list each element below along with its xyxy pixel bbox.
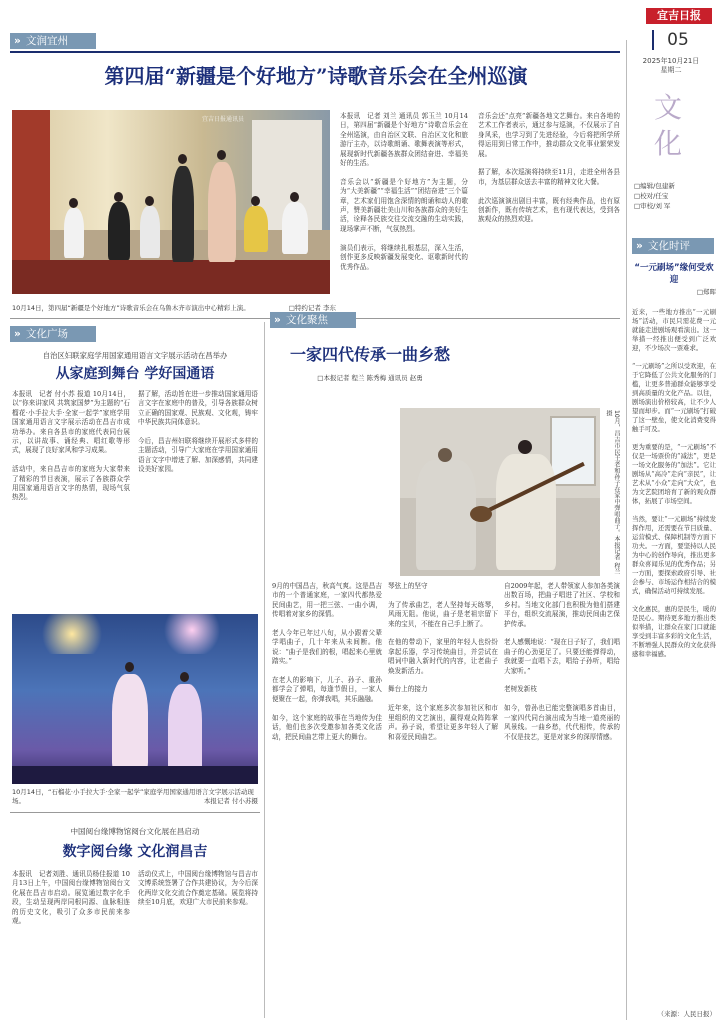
performer-head — [251, 196, 260, 206]
section-tag-culture-focus: » 文化聚焦 — [270, 312, 356, 328]
left-article-2-col2: 活动仪式上，中国阅台缘博物馆与昌吉市文博系统签署了合作共建协议，为今后深化两岸文化交流合作奠定基础。展览将持续至10月底，欢迎广大市民前来参观。 — [138, 870, 258, 907]
stage-lights — [12, 614, 258, 654]
side-article-source: （来源：人民日报） — [657, 1010, 716, 1018]
sanxian-body — [470, 506, 492, 522]
stage-floor — [12, 260, 330, 294]
performer — [108, 202, 130, 260]
feature-col3: 自2009年起，老人带领家人参加各类演出数百场，把曲子唱进了社区、学校和乡村。当地文化部门也积极为他们搭建平台，组织交流展演，推动民间曲艺保护传承。 老人感慨地说：“现在日子好了，我们唱曲子的心劲更足了。只要还能弹得动，我就要一直唱下去，唱给子孙听，唱给大家听。” 老树发新枝 如今，曾孙也已能完整演唱多首曲目，一家四代同台演出成为当地一道亮丽的风景线。一曲乡愁，代代相传，传承的不仅是技艺，更是对家乡的深厚情感。 — [504, 582, 620, 741]
section-tag-wenrun: » 文润宜州 — [10, 33, 96, 49]
feature-headline: 一家四代传承一曲乡愁 — [289, 345, 450, 364]
performer — [140, 206, 160, 258]
side-byline: □郑晖 — [696, 288, 716, 296]
side-divider — [626, 40, 627, 1020]
performer — [64, 208, 84, 258]
lead-headline: 第四届“新疆是个好地方”诗歌音乐会在全州巡演 — [104, 64, 528, 88]
child-performer-head — [125, 662, 134, 672]
performer-head — [217, 150, 226, 160]
lead-article-col2: 音乐会还“点亮”新疆各地文艺舞台。来自各地的艺术工作者表示，通过参与巡演，不仅展示了自身风采，也学习到了先进经验，今后将把所学所得运用到日常工作中，推动群众文化事业繁荣发展。 据了解，本次巡演将持续至11月，走进全州各县市，为基层群众送去丰富的精神文化大餐。 此次巡演演出剧目丰富，既有经典作品，也有原创新作，既有传统艺术，也有现代表达，受到各族观众的热烈欢迎。 — [478, 112, 620, 224]
side-staff-1: □编辑/包建新 — [634, 182, 675, 190]
performer — [244, 206, 268, 252]
side-headline: “一元刷场”缘何受欢迎 — [634, 263, 714, 285]
adult-performer — [168, 684, 202, 774]
elder-musician-head — [438, 448, 452, 462]
feature-col2: 琴弦上的坚守 为了传承曲艺，老人坚持每天练琴，风雨无阻。他说，曲子是老祖宗留下来的宝贝，不能在自己手上断了。 在他的带动下，家里的年轻人也纷纷拿起乐器，学习传统曲目，并尝试在唱词中融入新时代的内容，让老曲子焕发新活力。 舞台上的接力 近年来，这个家庭多次参加社区和市里组织的文艺演出，赢得观众阵阵掌声。孙子说，希望让更多年轻人了解和喜爱民间曲艺。 — [388, 582, 498, 741]
feature-photo — [400, 408, 600, 576]
left-article-1-kicker: 自治区妇联家庭学用国家通用语言文字展示活动在昌举办 — [42, 351, 228, 360]
child-performer — [112, 674, 148, 770]
side-staff-2: □校对/任宝 — [634, 192, 669, 200]
young-musician — [496, 454, 556, 570]
section-tag-culture-square: » 文化广场 — [10, 326, 96, 342]
lead-photo-credit: □特约记者 李东 — [288, 304, 336, 312]
page-number: 05 — [652, 30, 702, 50]
lead-article-col1: 本报讯 记者 刘兰 通讯员 郭玉兰 10月14日，第四届“新疆是个好地方”诗歌音乐会在全州巡演，由自治区文联、自治区文化和旅游厅主办，以诗歌朗诵、歌舞表演等形式，展现新时代新疆各族群众团结奋进、幸福美好的生活。 音乐会以“新疆是个好地方”为主题，分为“大美新疆”“幸福生活”“团结奋进”三个篇章，艺术家们用饱含深情的朗诵和动人的歌声，赞美新疆壮美山川和各族群众的美好生活，诠释各民族交往交流交融的生动实践，现场掌声不断，气氛热烈。 演员们表示，将继续扎根基层，深入生活，创作更多反映新疆发展变化、讴歌新时代的优秀作品。 — [340, 112, 468, 271]
performer — [172, 166, 194, 262]
left-photo-2-caption: 10月14日，“石榴花·小手拉大手·全家一起学”家庭学用国家通用语言文字展示活动现场。 — [12, 788, 254, 805]
performer — [208, 162, 236, 262]
performer-head — [145, 196, 154, 206]
elder-musician — [416, 460, 476, 570]
performer — [282, 202, 308, 254]
left-article-2-headline: 数字阅台缘 文化润昌吉 — [62, 844, 208, 860]
performer-head — [178, 154, 187, 164]
feature-byline: □本报记者 程兰 陈秀梅 通讯员 赵勇 — [317, 374, 423, 382]
feature-photo-caption: 10月，昌吉市民王老和孙子在家中弹唱曲子。本报记者 程兰摄 — [605, 410, 620, 575]
left-photo-2-credit: 本报记者 付小苏摄 — [203, 797, 258, 805]
lead-photo-caption: 10月14日，第四届“新疆是个好地方”诗歌音乐会在乌鲁木齐市演出中心精彩上演。 — [12, 304, 250, 312]
left-article-2-col1: 本报讯 记者刘胜、通讯员杨佳报道 10月13日上午，中国阅台缘博物馆阅台文化展在昌吉市启动。展览通过数字化手段，生动呈现两岸同根同源、血脉相连的历史文化，吸引了众多市民前来参观。 — [12, 870, 130, 926]
side-staff-3: □审校/刘 军 — [634, 202, 671, 210]
left-article-2-rule — [10, 812, 260, 813]
feature-col1: 9月的中国昌吉，秋高气爽。这是昌吉市的一个普通家庭，一家四代都热爱民间曲艺，用一把三弦、一曲小调，传唱着对家乡的深情。 老人今年已年过八旬，从小跟着父辈学唱曲子，几十年来从未间断。他说：“曲子是我们的根，唱起来心里就踏实。” 在老人的影响下，儿子、孙子、重孙都学会了弹唱，每逢节假日，一家人便聚在一起，你弹我唱，其乐融融。 如今，这个家庭的故事在当地传为佳话，他们也多次受邀参加各类文化活动，把民间曲艺带上更大的舞台。 — [272, 582, 382, 741]
young-musician-head — [518, 440, 532, 454]
lead-photo — [12, 110, 330, 294]
side-article-body: 近来，一些地方推出“一元刷场”活动，市民只需花费一元就能走进剧场观看演出。这一举措一经推出便受到广泛欢迎，不少场次一票难求。 “一元刷场”之所以受欢迎，在于它降低了公共文化服务的门槛，让更多普通群众能够享受到高质量的文化产品。以往，剧场演出价格较高，让不少人望而却步。而“一元刷场”打破了这一壁垒，使文化消费变得触手可及。 更为重要的是，“一元刷场”不仅是一场票价的“减法”，更是一场文化服务的“加法”。它让剧场从“高冷”走向“亲民”，让艺术从“小众”走向“大众”，也为文艺院团培育了新的观众群体，拓展了市场空间。 当然，要让“一元刷场”持续发挥作用，还需要在节目质量、运营模式、保障机制等方面下功夫。一方面，要坚持以人民为中心的创作导向，推出更多群众喜闻乐见的优秀作品；另一方面，要探索政府引导、社会参与、市场运作相结合的模式，确保活动可持续发展。 文化惠民，惠的是民生，暖的是民心。期待更多地方推出类似举措，让群众在家门口就能享受到丰富多彩的文化生活，不断增强人民群众的文化获得感和幸福感。 — [632, 308, 716, 658]
left-article-1-col2: 据了解，活动旨在进一步推动国家通用语言文字在家庭中的普及，引导各族群众树立正确的国家观、民族观、文化观，铸牢中华民族共同体意识。 今后，昌吉州妇联将继续开展形式多样的主题活动，引导广大家庭在学用国家通用语言文字中增进了解、加深感情，共同建设美好家园。 — [138, 390, 258, 474]
photo-watermark: 宜吉日报通讯员 — [202, 116, 245, 123]
issue-weekday: 星期二 — [660, 66, 682, 74]
issue-date: 2025年10月21日 — [642, 57, 700, 65]
performer-head — [114, 192, 123, 202]
paper-name: 宜吉日报 — [646, 8, 712, 24]
left-article-2-kicker: 中国阅台缘博物馆阅台文化展在昌启动 — [70, 827, 200, 836]
side-title: 文化 — [653, 91, 682, 160]
left-article-1-col1: 本报讯 记者 付小苏 报道 10月14日，以“你来讲家风 共筑家国梦”为主题的“石榴花·小手拉大手·全家一起学”家庭学用国家通用语言文字展示活动在昌吉市成功举办。来自各县市的家庭代表同台展示，以讲故事、诵经典、唱红歌等形式，展现了良好家风和学习成果。 活动中，来自昌吉市的家庭为大家带来了精彩的节目表演，展示了各族群众学用国家通用语言文字的热情，现场气氛热烈。 — [12, 390, 130, 502]
feature-divider — [264, 322, 265, 1018]
left-photo-2 — [12, 614, 258, 784]
performer-head — [290, 192, 299, 202]
performer-head — [69, 198, 78, 208]
stage-floor-2 — [12, 766, 258, 784]
left-article-1-headline: 从家庭到舞台 学好国通语 — [55, 366, 215, 382]
masthead-rule — [10, 51, 620, 53]
section-tag-commentary: » 文化时评 — [632, 238, 714, 254]
adult-performer-head — [180, 672, 189, 682]
